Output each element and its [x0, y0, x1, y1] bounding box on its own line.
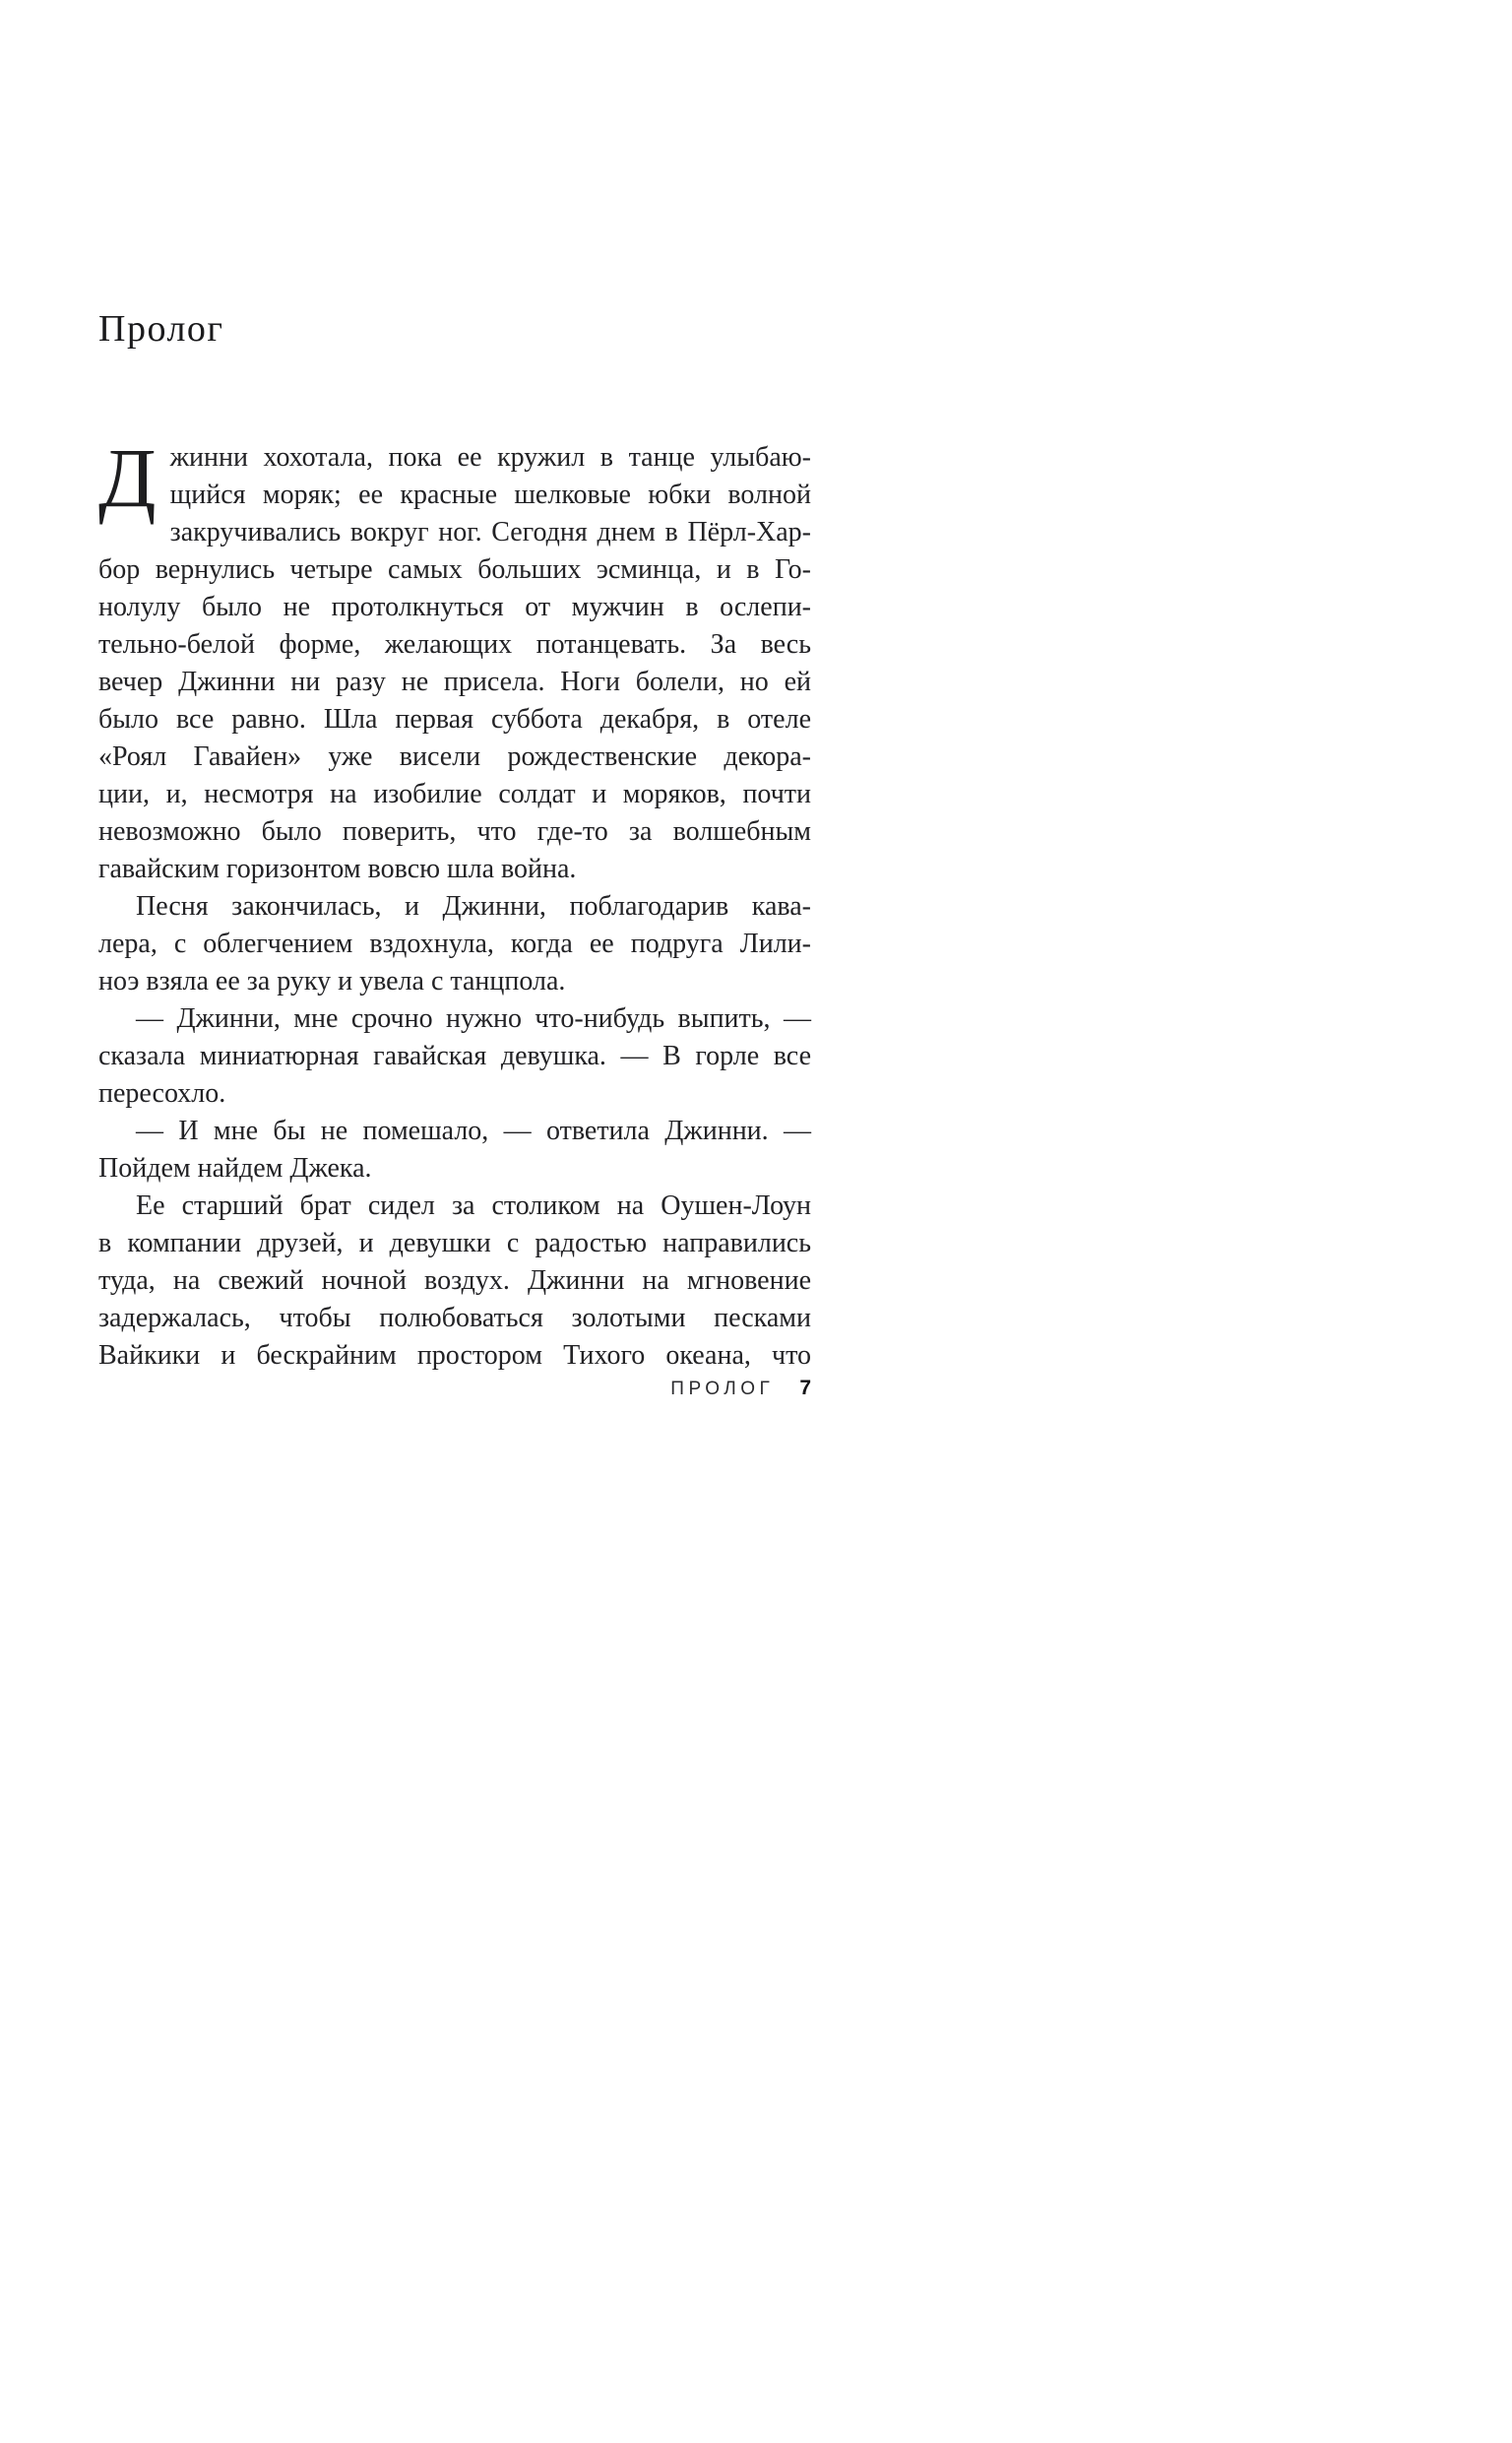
- paragraph: [98, 1113, 811, 1188]
- text-line: Вайкики и бескрайним простором Тихого океана, что: [98, 1340, 811, 1371]
- paragraph: [98, 888, 811, 1000]
- paragraph: [98, 430, 811, 888]
- text-line: — Джинни, мне срочно нужно что-нибудь выпить, —: [136, 1003, 811, 1034]
- text-line: закручивались вокруг ног. Сегодня днем в Пёрл-Хар-: [169, 517, 811, 547]
- paragraph: [98, 1188, 811, 1375]
- page-footer: [98, 1377, 811, 1400]
- text-line: Песня закончилась, и Джинни, поблагодарив кава-: [136, 891, 811, 922]
- drop-cap: Д: [98, 430, 157, 525]
- text-line: пересохло.: [98, 1078, 226, 1109]
- text-line: Пойдем найдем Джека.: [98, 1153, 372, 1184]
- text-line: щийся моряк; ее красные шелковые юбки волной: [169, 480, 811, 510]
- footer-section-label: ПРОЛОГ: [670, 1379, 775, 1399]
- text-line: — И мне бы не помешало, — ответила Джинни. —: [136, 1116, 811, 1146]
- text-line: ноэ взяла ее за руку и увела с танцпола.: [98, 966, 566, 996]
- text-line: ции, и, несмотря на изобилие солдат и моряков, почти: [98, 779, 811, 809]
- text-line: невозможно было поверить, что где-то за волшебным: [98, 816, 811, 847]
- text-line: сказала миниатюрная гавайская девушка. — В горле все: [98, 1041, 811, 1071]
- text-line: «Роял Гавайен» уже висели рождественские декора-: [98, 741, 811, 772]
- text-line: тельно-белой форме, желающих потанцевать. За весь: [98, 629, 811, 660]
- text-line: нолулу было не протолкнуться от мужчин в ослепи-: [98, 592, 811, 622]
- text-line: в компании друзей, и девушки с радостью направились: [98, 1228, 811, 1258]
- text-block: [98, 307, 811, 1375]
- text-line: жинни хохотала, пока ее кружил в танце улыбаю-: [169, 442, 811, 473]
- text-line: туда, на свежий ночной воздух. Джинни на мгновение: [98, 1265, 811, 1296]
- text-line: гавайским горизонтом вовсю шла война.: [98, 854, 577, 884]
- paragraph: [98, 1000, 811, 1113]
- body-text: [98, 430, 811, 1375]
- text-line: вечер Джинни ни разу не присела. Ноги болели, но ей: [98, 667, 811, 697]
- text-line: Ее старший брат сидел за столиком на Оушен-Лоун: [136, 1190, 811, 1221]
- text-line: бор вернулись четыре самых больших эсминца, и в Го-: [98, 554, 811, 585]
- footer-page-number: 7: [799, 1377, 811, 1399]
- text-line: было все равно. Шла первая суббота декабря, в отеле: [98, 704, 811, 735]
- page-title: Пролог: [98, 308, 224, 350]
- text-line: лера, с облегчением вздохнула, когда ее подруга Лили-: [98, 929, 811, 959]
- text-line: задержалась, чтобы полюбоваться золотыми песками: [98, 1303, 811, 1333]
